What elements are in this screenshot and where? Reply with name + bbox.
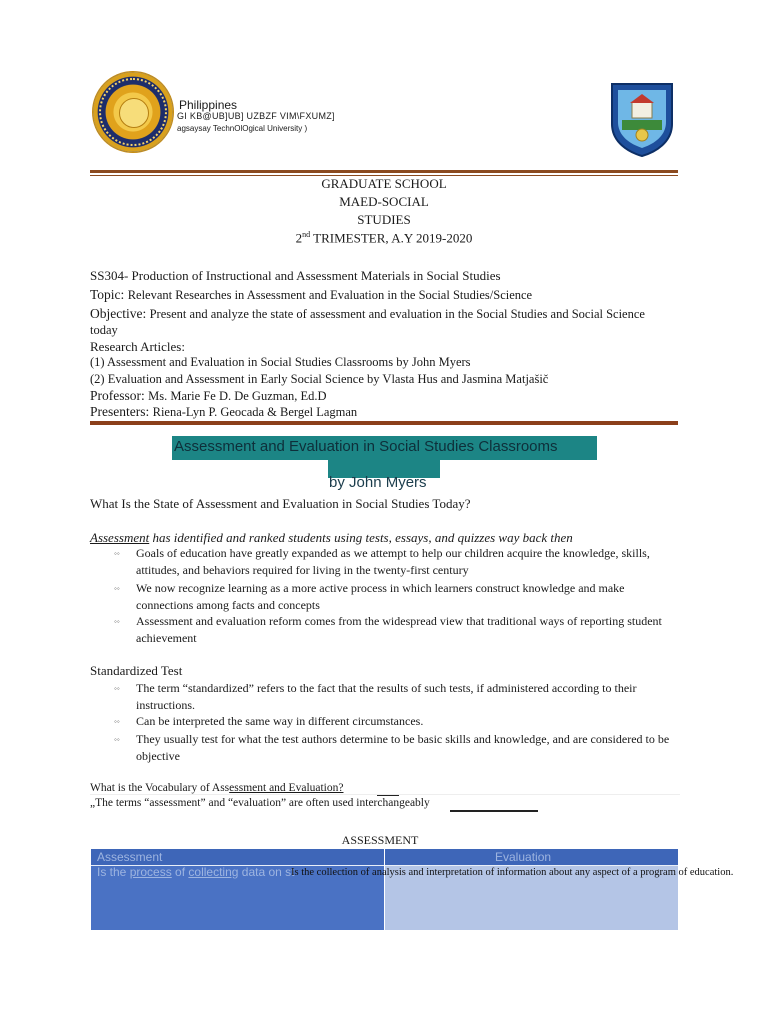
evaluation-definition: Is the collection of analysis and interpretation of information about any aspect of a program of education. — [291, 867, 734, 878]
graduate-school-title: GRADUATE SCHOOL — [321, 176, 447, 191]
program-title-line1: MAED-SOCIAL — [339, 194, 429, 209]
section-byline: by John Myers — [329, 474, 427, 491]
college-crest-logo — [608, 80, 676, 158]
assessment-header: Assessment — [97, 850, 163, 864]
term-title: 2nd TRIMESTER, A.Y 2019-2020 — [295, 230, 473, 246]
header-divider-thick — [90, 170, 678, 173]
university-seal-logo — [93, 72, 173, 152]
bullet-icon: ◦◦ — [114, 584, 120, 593]
standardized-bullet-1: The term “standardized” refers to the fact that the results of such tests, if administered according to their instructions. — [136, 681, 637, 712]
goal-bullet-1: Goals of education have greatly expanded as we attempt to help our children acquire the knowledge, skills, attitudes, and behaviors required for living in the twenty-first century — [136, 546, 650, 577]
assessment-evaluation-table — [91, 849, 734, 930]
section-divider — [90, 421, 678, 425]
standardized-bullet-2: Can be interpreted the same way in different circumstances. — [136, 714, 424, 728]
presenters-line: Presenters: Riena-Lyn P. Geocada & Bergel Lagman — [90, 404, 358, 419]
program-title-line2: STUDIES — [357, 212, 411, 227]
header-country: Philippines — [179, 98, 238, 112]
header-university-name: GI KB@UB]UB] UZBZF VIM\FXUMZ] — [177, 111, 335, 121]
assessment-intro: Assessment has identified and ranked students using tests, essays, and quizzes way back then — [90, 530, 573, 545]
professor-line: Professor: Ms. Marie Fe D. De Guzman, Ed.D — [90, 388, 327, 403]
standardized-test-heading: Standardized Test — [90, 663, 183, 678]
research-articles-label: Research Articles: — [90, 339, 185, 354]
topic-line: Topic: Relevant Researches in Assessment and Evaluation in the Social Studies/Science — [90, 287, 533, 302]
standardized-bullet-3: They usually test for what the test authors determine to be basic skills and knowledge, and are considered to be objective — [136, 732, 670, 763]
vocabulary-question: What is the Vocabulary of Assessment and Evaluation? — [90, 782, 344, 794]
goal-bullet-2: We now recognize learning as a more active process in which learners construct knowledge and make connections among facts and concepts — [136, 581, 625, 612]
section-title: Assessment and Evaluation in Social Studies Classrooms — [172, 436, 597, 460]
research-article-1: (1) Assessment and Evaluation in Social Studies Classrooms by John Myers — [90, 355, 471, 369]
bullet-icon: ◦◦ — [114, 549, 120, 558]
research-article-2: (2) Evaluation and Assessment in Early Social Science by Vlasta Hus and Jasmina Matjašič — [90, 372, 549, 386]
vocab-underline — [377, 795, 399, 796]
evaluation-header: Evaluation — [495, 850, 552, 864]
interchangeable-note: „The terms “assessment” and “evaluation” are often used interchangeably — [90, 797, 430, 809]
bullet-icon: ◦◦ — [114, 735, 120, 744]
objective-paragraph: Objective: Present and analyze the state of assessment and evaluation in the Social Studies and Social Science today — [90, 306, 645, 337]
course-title: SS304- Production of Instructional and Assessment Materials in Social Studies — [90, 268, 501, 283]
table-caption: ASSESSMENT — [341, 833, 419, 847]
assessment-definition: Is the process of collecting data on st — [97, 865, 295, 879]
bullet-icon: ◦◦ — [114, 617, 120, 626]
header-university-subname: agsaysay TechnOlOgical University ) — [177, 124, 308, 133]
state-question-heading: What Is the State of Assessment and Evaluation in Social Studies Today? — [90, 496, 471, 511]
bullet-icon: ◦◦ — [114, 717, 120, 726]
bullet-icon: ◦◦ — [114, 684, 120, 693]
note-underline — [450, 810, 538, 812]
goal-bullet-3: Assessment and evaluation reform comes from the widespread view that traditional ways of reporting student achievement — [136, 614, 662, 645]
